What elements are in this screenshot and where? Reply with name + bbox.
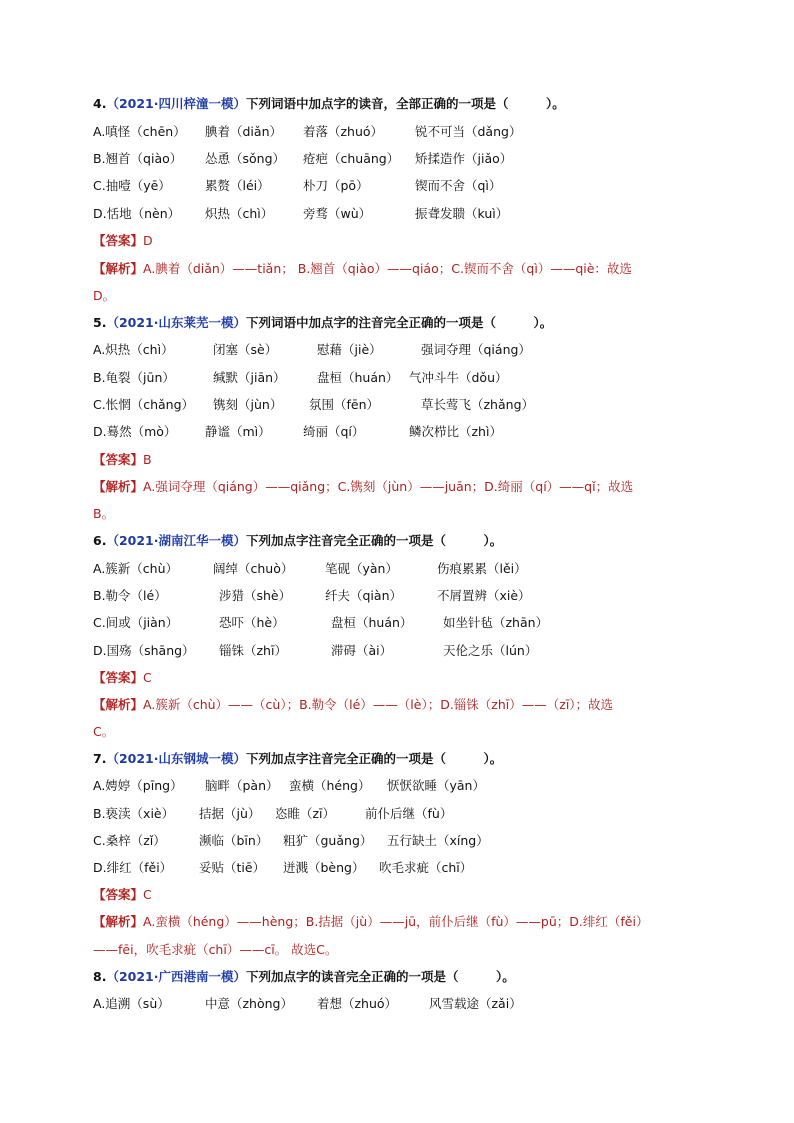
option-word: 静谧（mì） [205,424,271,439]
option-word: 盘桓（huán） [331,615,413,630]
option-word: 不屑置辨（xiè） [437,588,531,603]
analysis-continuation: B。 [93,506,115,521]
option-word: B.龟裂（jūn） [93,370,175,385]
option-word: 蛮横（héng） [289,778,371,793]
option-word: 纤夫（qiàn） [325,588,402,603]
option-word: 笔砚（yàn） [325,561,398,576]
option-word: 腆着（diǎn） [205,124,282,139]
option-word: 恣睢（zī） [275,806,336,821]
option-word: 中意（zhòng） [205,996,293,1011]
question-source: （2021·山东钢城一模） [106,751,246,766]
option-word: 缄默（jiān） [213,370,286,385]
question-source: （2021·湖南江华一模） [106,533,246,548]
answer-tag: 【答案】 [93,452,144,467]
question-number: 5. [93,315,107,330]
answer-tag: 【答案】 [93,233,144,248]
question-stem: 下列加点字注音完全正确的一项是（ ）。 [246,751,503,766]
answer-line [93,887,152,903]
option-word: 前仆后继（fù） [365,806,453,821]
question-stem: 下列加点字的读音完全正确的一项是（ ）。 [246,969,515,984]
option-word: 气冲斗牛（dǒu） [409,370,508,385]
answer-tag: 【答案】 [93,887,144,902]
question-6-header [93,533,502,549]
option-word: 朴刀（pō） [303,178,369,193]
answer-value: C [143,670,152,685]
analysis-tag: 【解析】 [93,914,144,929]
option-word: 五行缺土（xíng） [387,833,489,848]
option-word: 慰藉（jiè） [317,342,382,357]
option-word: 盘桓（huán） [317,370,399,385]
analysis-tag: 【解析】 [93,261,144,276]
question-number: 7. [93,751,107,766]
question-number: 4. [93,96,107,111]
analysis-continuation: C。 [93,724,115,739]
analysis-continuation: ——fēi，吹毛求疵（chī）——cī。 故选C。 [93,942,338,957]
option-word: 着落（zhuó） [303,124,384,139]
answer-line [93,452,152,468]
option-word: C.间或（jiàn） [93,615,179,630]
question-8-header [93,969,515,985]
option-word: A.炽热（chì） [93,342,174,357]
option-word: 脑畔（pàn） [205,778,279,793]
option-word: 涉猎（shè） [219,588,292,603]
option-word: 氛围（fēn） [309,397,380,412]
analysis-text: A.簇新（chù）——（cù）；B.勒令（lé）——（lè）；D.锱铢（zhī）——（zī）；故选 [143,697,614,712]
question-stem: 下列词语中加点字的读音，全部正确的一项是（ ）。 [246,96,565,111]
option-word: 累赘（léi） [205,178,270,193]
question-5-header [93,315,552,331]
answer-value: D [143,233,153,248]
option-word: A.簇新（chù） [93,561,179,576]
option-word: 强词夺理（qiáng） [421,342,531,357]
option-word: 滞碍（ài） [331,643,393,658]
option-word: 怂恿（sǒng） [205,151,286,166]
option-word: C.抽噎（yē） [93,178,171,193]
option-word: 旁骛（wù） [303,206,372,221]
option-word: 疮疤（chuāng） [303,151,400,166]
answer-value: B [143,452,152,467]
option-word: C.桑梓（zǐ） [93,833,166,848]
analysis-line [93,479,633,495]
option-word: 振聋发聩（kuì） [415,206,509,221]
answer-line [93,670,152,686]
question-source: （2021·山东莱芜一模） [106,315,246,330]
analysis-tag: 【解析】 [93,479,144,494]
option-word: 粗犷（guǎng） [283,833,373,848]
option-word: 镌刻（jùn） [213,397,283,412]
option-word: 草长莺飞（zhǎng） [421,397,535,412]
option-word: D.蓦然（mò） [93,424,177,439]
analysis-text: A.蛮横（héng）——hèng；B.拮据（jù）——jū，前仆后继（fù）——pū；D.绯红（fěi） [143,914,649,929]
option-word: 伤痕累累（lěi） [437,561,527,576]
option-word: A.娉婷（pīng） [93,778,183,793]
option-word: D.恬地（nèn） [93,206,181,221]
option-word: 风雪载途（zǎi） [429,996,522,1011]
option-word: 拮据（jù） [199,806,261,821]
option-word: 阔绰（chuò） [213,561,294,576]
analysis-text: A.强词夺理（qiáng）——qiǎng；C.镌刻（jùn）——juān；D.绮丽（qí）——qǐ；故选 [143,479,634,494]
question-stem: 下列加点字注音完全正确的一项是（ ）。 [246,533,503,548]
option-word: D.国殇（shāng） [93,643,195,658]
analysis-line [93,261,632,277]
option-word: A.追溯（sù） [93,996,170,1011]
option-word: C.怅惘（chǎng） [93,397,195,412]
option-word: 着想（zhuó） [317,996,398,1011]
analysis-continuation: D。 [93,288,116,303]
question-source: （2021·四川梓潼一模） [106,96,246,111]
question-stem: 下列词语中加点字的注音完全正确的一项是（ ）。 [246,315,553,330]
analysis-line [93,697,613,713]
option-word: 闭塞（sè） [213,342,278,357]
answer-line [93,233,153,249]
analysis-text: A.腆着（diǎn）——tiǎn； B.翘首（qiào）——qiáo；C.锲而不舍（qì）——qiè：故选 [143,261,632,276]
answer-value: C [143,887,152,902]
question-number: 6. [93,533,107,548]
question-4-header [93,96,565,112]
option-word: B.亵渎（xiè） [93,806,175,821]
answer-tag: 【答案】 [93,670,144,685]
option-word: 炽热（chì） [205,206,274,221]
analysis-line [93,914,648,930]
option-word: 迸溅（bèng） [283,860,365,875]
option-word: 恐吓（hè） [219,615,285,630]
option-word: 妥贴（tiē） [199,860,266,875]
question-source: （2021·广西港南一模） [106,969,246,984]
option-word: 恹恹欲睡（yān） [387,778,485,793]
question-number: 8. [93,969,107,984]
option-word: 绮丽（qí） [303,424,365,439]
option-word: D.绯红（fěi） [93,860,173,875]
option-word: 濒临（bīn） [199,833,269,848]
question-7-header [93,751,502,767]
option-word: 鳞次栉比（zhì） [409,424,502,439]
option-word: 矫揉造作（jiǎo） [415,151,513,166]
option-word: 锲而不舍（qì） [415,178,502,193]
analysis-tag: 【解析】 [93,697,144,712]
option-word: 锱铢（zhī） [219,643,287,658]
option-word: B.翘首（qiào） [93,151,183,166]
option-word: 天伦之乐（lún） [443,643,538,658]
option-word: 锐不可当（dǎng） [415,124,522,139]
option-word: 吹毛求疵（chī） [379,860,473,875]
option-word: B.勒令（lé） [93,588,167,603]
option-word: A.嗔怪（chēn） [93,124,186,139]
option-word: 如坐针毡（zhān） [443,615,549,630]
